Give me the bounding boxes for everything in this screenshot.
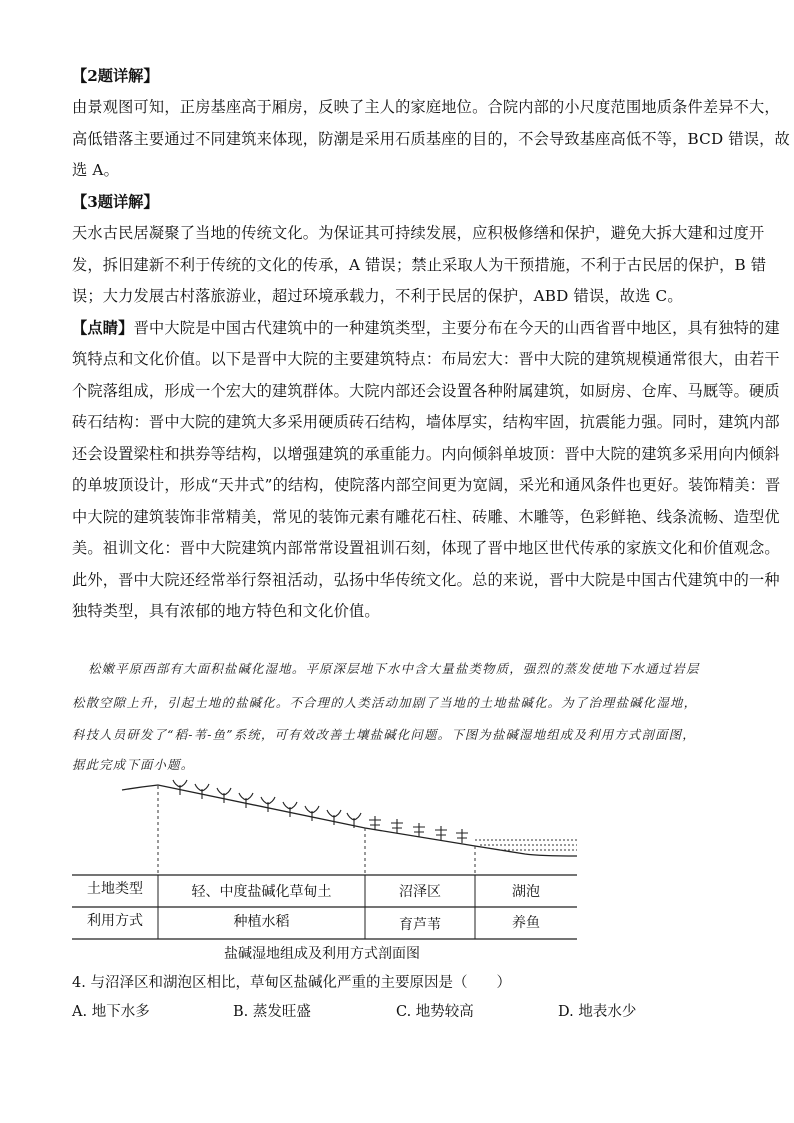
- dianjing-heading: 【点睛】: [72, 319, 134, 337]
- land-type-marsh: 沼泽区: [399, 884, 441, 900]
- dianjing-line: 砖石结构：晋中大院的建筑大多采用硬质砖石结构，墙体厚实，结构牢固，抗震能力强。同时，建筑内部: [72, 413, 780, 431]
- intro-line: 科技人员研发了“稻-苇-鱼”系统，可有效改善土壤盐碱化问题。下图为盐碱湿地组成及利用方式剖面图，: [72, 727, 696, 742]
- dianjing-line: 个院落组成，形成一个宏大的建筑群体。大院内部还会设置各种附属建筑，如厨房、仓库、马厩等。硬质: [72, 382, 780, 400]
- dianjing-line: 筑特点和文化价值。以下是晋中大院的主要建筑特点：布局宏大：晋中大院的建筑规模通常很大，由若干: [72, 350, 780, 368]
- section3-line: 天水古民居凝聚了当地的传统文化。为保证其可持续发展，应积极修缮和保护，避免大拆大建和过度开: [72, 224, 765, 242]
- section3-heading: 【3题详解】: [72, 193, 159, 211]
- option-c[interactable]: C. 地势较高: [396, 1004, 474, 1020]
- use-rice: 种植水稻: [233, 914, 290, 930]
- dianjing-line: 独特类型，具有浓郁的地方特色和文化价值。: [72, 602, 380, 620]
- section2-heading: 【2题详解】: [72, 67, 159, 85]
- dianjing-line: 中大院的建筑装饰非常精美，常见的装饰元素有雕花石柱、砖雕、木雕等，色彩鲜艳、线条流畅、造型优: [72, 508, 780, 526]
- land-type-meadow: 轻、中度盐碱化草甸土: [191, 884, 332, 900]
- intro-line: 松嫩平原西部有大面积盐碱化湿地。平原深层地下水中含大量盐类物质，强烈的蒸发使地下水通过岩层: [88, 661, 700, 676]
- land-type-lake: 湖泡: [512, 884, 540, 900]
- intro-line: 据此完成下面小题。: [72, 757, 195, 772]
- figure-caption: 盐碱湿地组成及利用方式剖面图: [224, 946, 420, 962]
- row-label-land-type: 土地类型: [87, 881, 143, 897]
- option-d[interactable]: D. 地表水少: [558, 1004, 637, 1020]
- dianjing-line: 还会设置梁柱和拱券等结构，以增强建筑的承重能力。内向倾斜单坡顶：晋中大院的建筑多采用向内倾斜: [72, 445, 780, 463]
- option-b[interactable]: B. 蒸发旺盛: [233, 1004, 311, 1020]
- use-fish: 养鱼: [512, 915, 540, 931]
- section3-line: 误；大力发展古村落旅游业，超过环境承载力，不利于民居的保护，ABD 错误，故选 C。: [72, 287, 683, 305]
- use-reed: 育芦苇: [399, 917, 441, 933]
- question-stem: 4. 与沼泽区和湖泡区相比，草甸区盐碱化严重的主要原因是（ ）: [72, 975, 511, 991]
- dianjing-line: 的单坡顶设计，形成“天井式”的结构，使院落内部空间更为宽阔，采光和通风条件也更好。装饰精美：晋: [72, 476, 781, 494]
- section3-line: 发，拆旧建新不利于传统的文化的传承，A 错误；禁止采取人为干预措施，不利于古民居的保护，B 错: [72, 256, 767, 274]
- section2-line: 高低错落主要通过不同建筑来体现，防潮是采用石质基座的目的，不会导致基座高低不等，BCD 错误，故: [72, 130, 790, 148]
- row-label-use: 利用方式: [87, 913, 143, 929]
- reed-plants: [369, 816, 468, 843]
- dianjing-line: 晋中大院是中国古代建筑中的一种建筑类型，主要分布在今天的山西省晋中地区，具有独特的建: [133, 319, 780, 337]
- dianjing-line: 美。祖训文化：晋中大院建筑内部常常设置祖训石刻，体现了晋中地区世代传承的家族文化和价值观念。: [72, 539, 780, 557]
- section2-line: 选 A。: [72, 161, 119, 179]
- intro-line: 松散空隙上升，引起土地的盐碱化。不合理的人类活动加剧了当地的土地盐碱化。为了治理盐碱化湿地，: [72, 695, 698, 710]
- section2-line: 由景观图可知，正房基座高于厢房，反映了主人的家庭地位。合院内部的小尺度范围地质条件差异不大，: [72, 98, 780, 116]
- dianjing-line: 此外，晋中大院还经常举行祭祖活动，弘扬中华传统文化。总的来说，晋中大院是中国古代建筑中的一种: [72, 571, 780, 589]
- option-a[interactable]: A. 地下水多: [72, 1004, 150, 1020]
